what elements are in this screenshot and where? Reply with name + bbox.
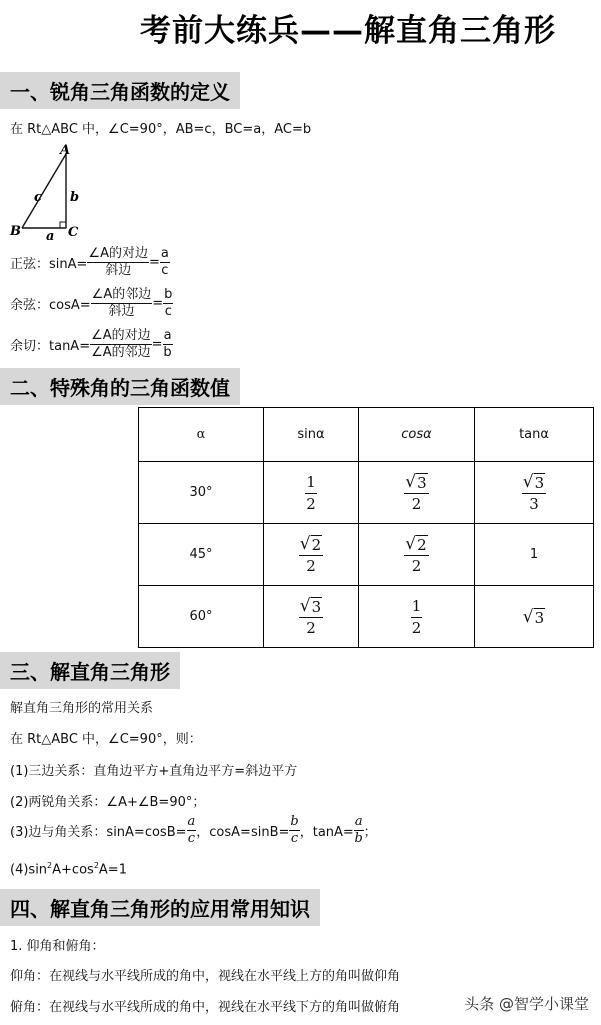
three-sides-relation: (1)三边关系：直角边平方+直角边平方=斜边平方	[10, 764, 298, 779]
sine-letter-fraction	[160, 246, 170, 279]
tangent-denominator: ∠A的邻边	[91, 345, 151, 360]
vertex-label-c: C	[68, 225, 79, 240]
angle-cell: 60°	[139, 586, 264, 648]
page-title: 考前大练兵——解直角三角形	[140, 13, 556, 49]
value-fraction	[299, 533, 323, 576]
value-fraction	[522, 471, 546, 514]
section-heading-special-angles: 二、特殊角的三角函数值	[0, 368, 240, 405]
denominator: 2	[411, 619, 422, 637]
depression-angle-definition: 俯角：在视线与水平线所成的角中，视线在水平线下方的角叫做俯角	[10, 1000, 401, 1015]
angle-cell: 45°	[139, 524, 264, 586]
numerator: a	[187, 814, 196, 829]
fraction-b-over-c	[289, 814, 299, 847]
cosine-definition	[10, 287, 173, 320]
relation-middle: ，cosA=sinB=	[196, 825, 290, 840]
cosine-denominator: 斜边	[108, 304, 135, 319]
tangent-letter-numerator: a	[163, 328, 172, 343]
side-label-b: b	[70, 190, 80, 205]
square-root: √ 3	[522, 606, 545, 627]
square-root: √ 3	[522, 472, 545, 492]
radicand: 3	[311, 598, 322, 616]
identity-part: (4)sin	[10, 862, 48, 878]
tan-cell	[475, 586, 594, 648]
cosine-letter-denominator: c	[164, 304, 172, 319]
angle-cell: 30°	[139, 462, 264, 524]
sin-cell	[264, 462, 359, 524]
pythagorean-identity	[10, 861, 127, 877]
numerator: 1	[305, 471, 317, 494]
numerator	[522, 471, 546, 494]
sine-word-fraction	[87, 246, 149, 279]
numerator: 1	[411, 595, 423, 618]
tangent-definition	[10, 328, 173, 361]
tangent-letter-fraction	[163, 328, 173, 361]
tan-cell	[475, 462, 594, 524]
table-row	[139, 524, 594, 586]
table-header-row	[139, 408, 594, 462]
value-fraction	[299, 595, 323, 638]
header-sin: sinα	[264, 408, 359, 462]
numerator: a	[354, 814, 363, 829]
cos-cell	[359, 524, 475, 586]
exponent: 2	[93, 861, 99, 870]
radicand: 3	[534, 474, 545, 492]
square-root: √ 2	[299, 534, 322, 554]
cosine-letter-fraction	[163, 287, 173, 320]
sine-definition	[10, 246, 170, 279]
sine-denominator: 斜边	[105, 263, 132, 278]
cos-cell	[359, 586, 475, 648]
side-angle-relation	[10, 814, 377, 847]
cosine-numerator: ∠A的邻边	[91, 287, 152, 302]
denominator: 2	[411, 557, 422, 575]
value-fraction	[404, 471, 428, 514]
denominator: 2	[306, 495, 316, 513]
tan-cell: 1	[475, 524, 594, 586]
relation-prefix: (3)边与角关系：sinA=cosB=	[10, 825, 187, 840]
section-heading-applications: 四、解直角三角形的应用常用知识	[0, 889, 320, 926]
numerator: b	[290, 814, 299, 829]
radicand: 3	[417, 474, 427, 492]
right-angle-mark	[60, 222, 66, 228]
equals-sign: =	[151, 337, 163, 352]
relation-middle: ，tanA=	[299, 825, 354, 840]
relations-context: 在 Rt△ABC 中，∠C=90°，则：	[10, 732, 202, 747]
denominator: 2	[411, 495, 422, 513]
cosine-word-fraction	[91, 287, 153, 320]
value-fraction	[411, 595, 423, 638]
header-alpha: α	[139, 408, 264, 462]
denominator: 3	[529, 495, 539, 513]
special-angle-table	[138, 407, 594, 648]
numerator	[299, 533, 323, 556]
cosine-letter-numerator: b	[164, 287, 173, 302]
tangent-letter-denominator: b	[163, 345, 172, 360]
denominator: 2	[306, 619, 316, 637]
numerator	[404, 471, 428, 494]
side-label-c: c	[34, 190, 42, 205]
side-c	[22, 154, 66, 228]
exponent: 2	[47, 861, 53, 870]
sine-letter-numerator: a	[160, 246, 169, 261]
sin-cell	[264, 524, 359, 586]
identity-part: A=1	[98, 862, 127, 878]
header-cos: cosα	[359, 408, 475, 462]
section-heading-definitions: 一、锐角三角函数的定义	[0, 72, 240, 109]
table-row	[139, 462, 594, 524]
definition-intro: 在 Rt△ABC 中，∠C=90°，AB=c，BC=a，AC=b	[10, 122, 312, 137]
denominator: 2	[306, 557, 316, 575]
denominator: c	[290, 831, 299, 846]
tangent-word-fraction	[90, 328, 152, 361]
radicand: 3	[534, 608, 545, 627]
right-triangle-figure	[8, 142, 88, 242]
sine-numerator: ∠A的对边	[88, 246, 148, 261]
watermark: 头条 @智学小课堂	[464, 995, 589, 1013]
sin-cell	[264, 586, 359, 648]
acute-angles-relation: (2)两锐角关系：∠A+∠B=90°；	[10, 795, 206, 810]
side-label-a: a	[46, 229, 55, 242]
header-tan: tanα	[475, 408, 594, 462]
section-heading-solving: 三、解直角三角形	[0, 652, 180, 689]
table-row	[139, 586, 594, 648]
vertex-label-a: A	[60, 143, 71, 158]
cos-cell	[359, 462, 475, 524]
vertex-label-b: B	[10, 224, 21, 239]
tangent-numerator: ∠A的对边	[91, 328, 151, 343]
relations-intro: 解直角三角形的常用关系	[10, 701, 154, 716]
denominator: b	[354, 831, 363, 846]
radicand: 2	[311, 536, 322, 554]
elevation-angle-definition: 仰角：在视线与水平线所成的角中，视线在水平线上方的角叫做仰角	[10, 969, 401, 984]
radicand: 2	[417, 536, 427, 554]
elevation-depression-heading: 1. 仰角和俯角：	[10, 939, 105, 954]
value-fraction	[404, 533, 428, 576]
square-root: √ 3	[405, 472, 427, 492]
equals-sign: =	[152, 296, 164, 311]
relation-suffix: ；	[363, 825, 377, 840]
identity-part: A+cos	[52, 862, 94, 878]
square-root: √ 3	[299, 596, 322, 616]
numerator	[299, 595, 323, 618]
sine-label: 正弦：sinA=	[10, 257, 88, 272]
tangent-label: 余切：tanA=	[10, 339, 91, 354]
value-fraction	[305, 471, 317, 514]
fraction-a-over-c	[187, 814, 197, 847]
equals-sign: =	[148, 255, 160, 270]
cosine-label: 余弦：cosA=	[10, 298, 91, 313]
fraction-a-over-b	[354, 814, 364, 847]
numerator	[404, 533, 428, 556]
denominator: c	[187, 831, 196, 846]
sine-letter-denominator: c	[161, 263, 169, 278]
square-root: √ 2	[405, 534, 427, 554]
